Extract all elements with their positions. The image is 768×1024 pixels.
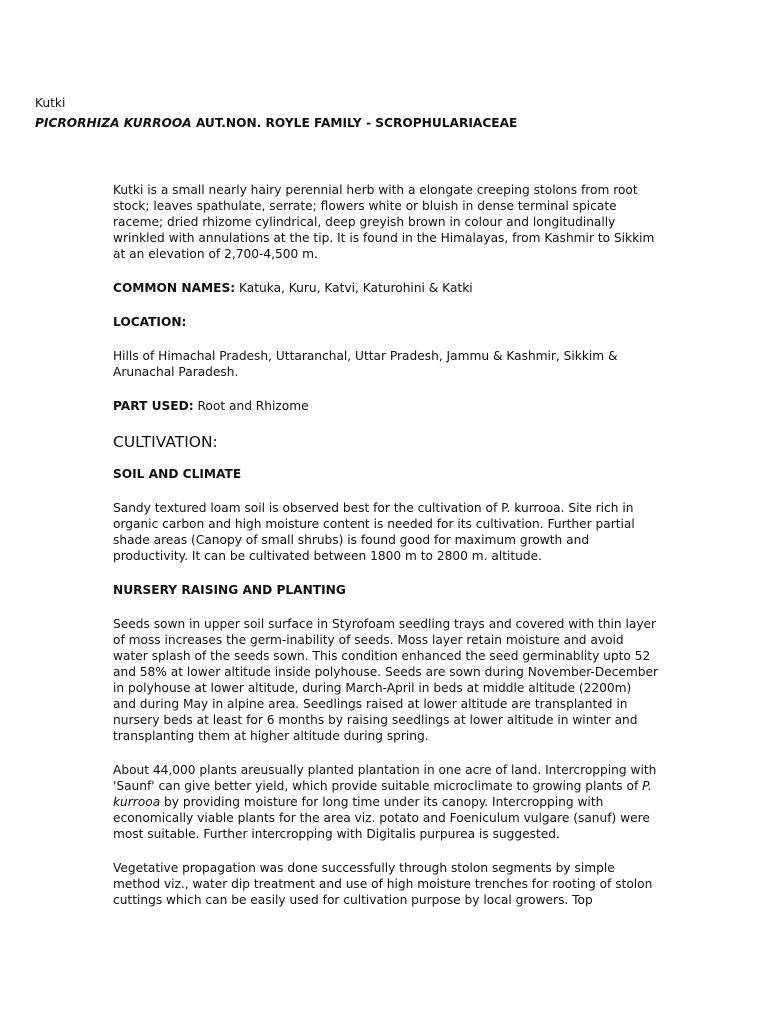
nursery-heading: NURSERY RAISING AND PLANTING (113, 583, 346, 597)
common-names-paragraph (113, 280, 658, 296)
soil-climate-heading: SOIL AND CLIMATE (113, 467, 242, 481)
location-heading: LOCATION: (113, 315, 187, 329)
planting-species-name: P. kurrooa (113, 779, 652, 809)
document-body (113, 182, 658, 926)
species-name: PICRORHIZA KURROOA (35, 116, 192, 130)
location-paragraph: Hills of Himachal Pradesh, Uttaranchal, Uttar Pradesh, Jammu & Kashmir, Sikkim & Arunachal Paradesh. (113, 349, 618, 379)
document-header (35, 95, 755, 131)
common-names-label: COMMON NAMES: (113, 281, 236, 295)
intro-paragraph: Kutki is a small nearly hairy perennial herb with a elongate creeping stolons from root stock; leaves spathulate, serrate; flowers white or bluish in dense terminal spicate raceme; dried rhizome cylindrical, deep greyish brown in colour and longitudinally wrinkled with annulations at the tip. It is found in the Himalayas, from Kashmir to Sikkim at an elevation of 2,700-4,500 m. (113, 183, 655, 261)
species-family: AUT.NON. ROYLE FAMILY - SCROPHULARIACEAE (191, 116, 518, 130)
cultivation-heading: CULTIVATION: (113, 433, 218, 451)
part-used-paragraph (113, 398, 658, 414)
planting-text-after: by providing moisture for long time under its canopy. Intercropping with economically viable plants for the area viz. potato and Foeniculum vulgare (sanuf) were most suitable. Further intercropping with Digitalis purpurea is suggested. (113, 795, 650, 841)
common-names-value: Katuka, Kuru, Katvi, Katurohini & Katki (235, 281, 473, 295)
species-line (35, 115, 755, 131)
part-used-label: PART USED: (113, 399, 194, 413)
planting-paragraph (113, 762, 658, 842)
part-used-value: Root and Rhizome (193, 399, 309, 413)
soil-climate-paragraph: Sandy textured loam soil is observed best for the cultivation of P. kurrooa. Site rich in organic carbon and high moisture content is needed for its cultivation. Further partial shade areas (Canopy of small shrubs) is found good for maximum growth and productivity. It can be cultivated between 1800 m to 2800 m. altitude. (113, 501, 635, 563)
nursery-paragraph: Seeds sown in upper soil surface in Styrofoam seedling trays and covered with thin layer of moss increases the germ-inability of seeds. Moss layer retain moisture and avoid water splash of the seeds sown. This condition enhanced the seed germinablity upto 52 and 58% at lower altitude inside polyhouse. Seeds are sown during November-December in polyhouse at lower altitude, during March-April in beds at middle altitude (2200m) and during May in alpine area. Seedlings raised at lower altitude are transplanted in nursery beds at least for 6 months by raising seedlings at lower altitude in winter and transplanting them at higher altitude during spring. (113, 617, 659, 743)
propagation-paragraph: Vegetative propagation was done successfully through stolon segments by simple method viz., water dip treatment and use of high moisture trenches for rooting of stolon cuttings which can be easily used for cultivation purpose by local growers. Top (113, 861, 653, 907)
planting-text-before: About 44,000 plants areusually planted plantation in one acre of land. Intercropping with 'Saunf' can give better yield, which provide suitable microclimate to growing plants of (113, 763, 657, 793)
document-title: Kutki (35, 96, 66, 110)
